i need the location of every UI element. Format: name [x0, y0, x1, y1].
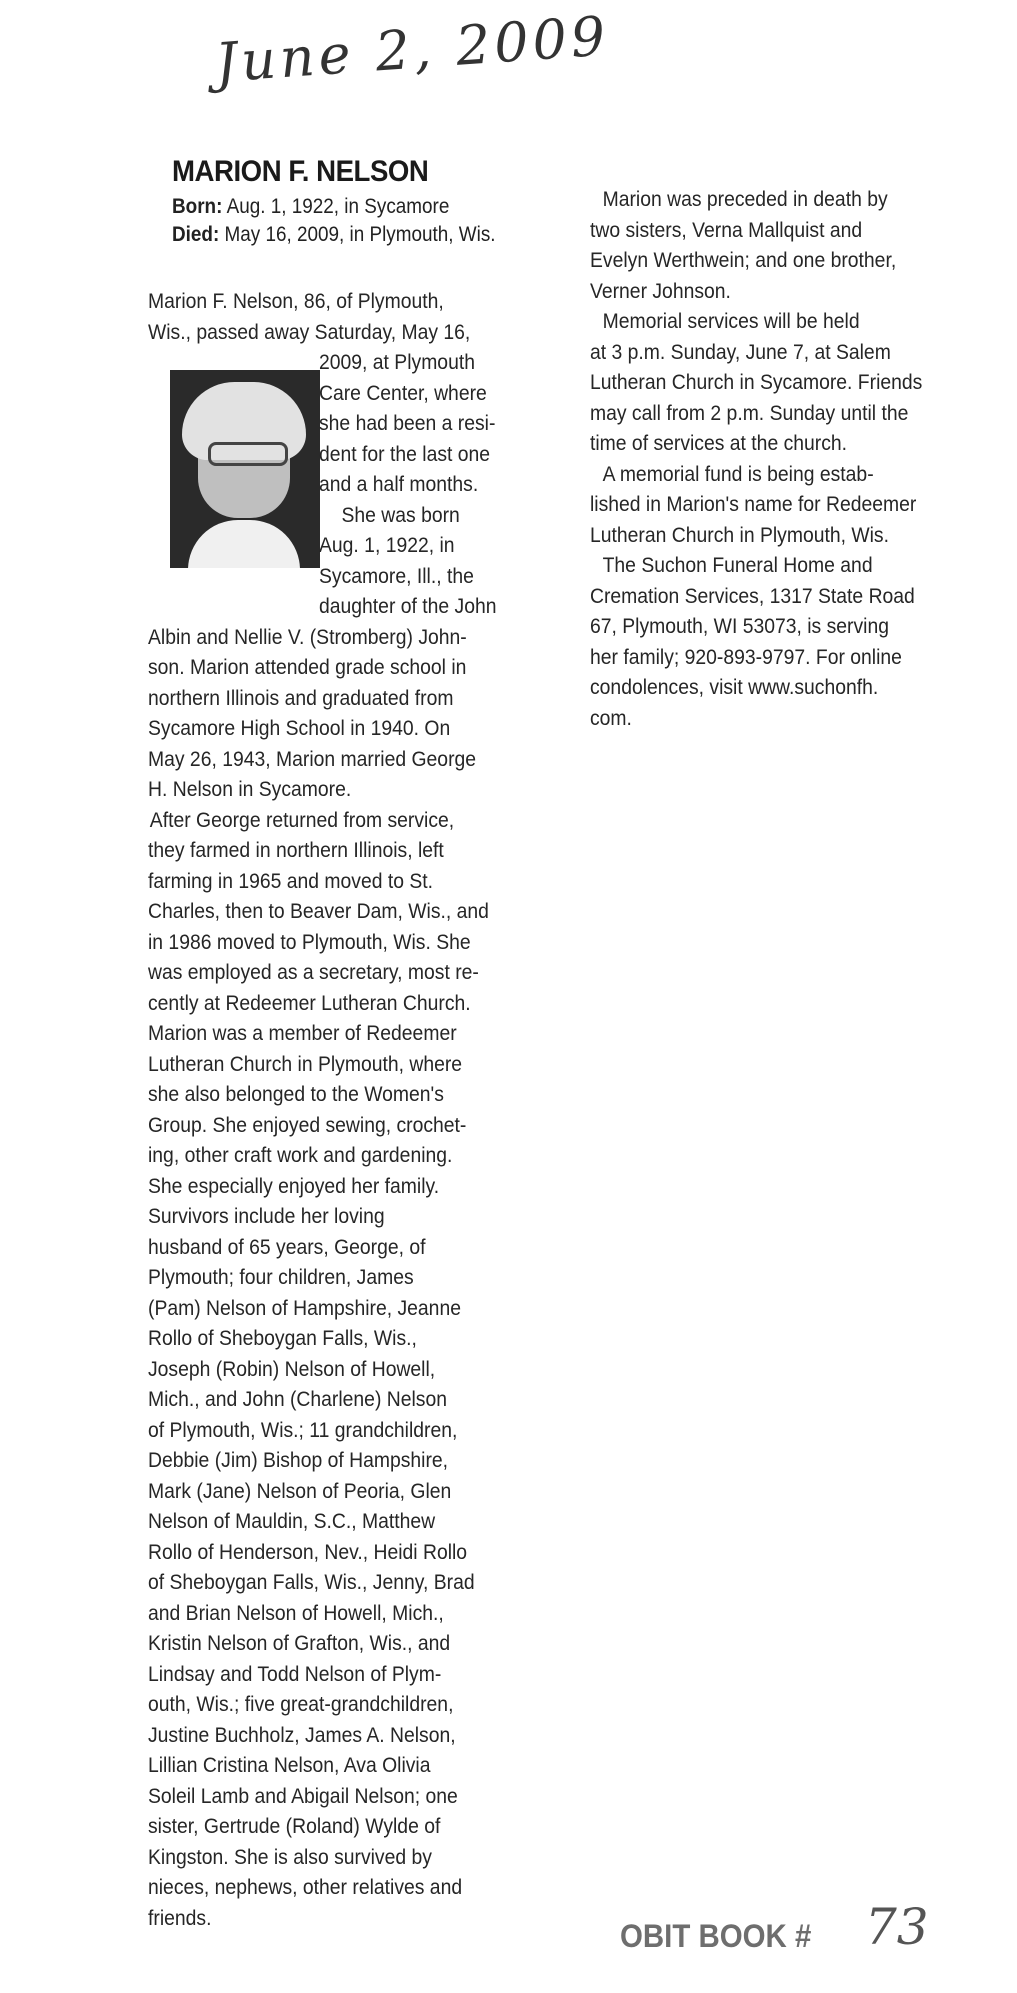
text-line: 2009, at Plymouth [319, 350, 475, 374]
text-line: Kingston. She is also survived by [148, 1844, 432, 1869]
text-line: may call from 2 p.m. Sunday until the [590, 400, 909, 425]
text-line: Rollo of Sheboygan Falls, Wis., [148, 1326, 417, 1350]
text-line: at 3 p.m. Sunday, June 7, at Salem [590, 339, 891, 364]
text-line: Lutheran Church in Sycamore. Friends [590, 370, 923, 394]
text-line: husband of 65 years, George, of [148, 1234, 426, 1259]
handwritten-date: June 2, 2009 [213, 4, 612, 95]
born-value: Aug. 1, 1922, in Sycamore [226, 195, 450, 218]
text-line: She especially enjoyed her family. [148, 1173, 440, 1198]
text-line: time of services at the church. [590, 431, 848, 455]
text-line: The Suchon Funeral Home and [602, 553, 873, 577]
text-line: she had been a resi- [319, 411, 496, 435]
text-line: Marion was preceded in death by [602, 187, 888, 211]
text-line: Group. She enjoyed sewing, crochet- [148, 1112, 467, 1137]
paragraph [590, 184, 1000, 306]
text-line: outh, Wis.; five great-grandchildren, [148, 1692, 454, 1716]
text-line: Debbie (Jim) Bishop of Hampshire, [148, 1448, 449, 1472]
text-line: her family; 920-893-9797. For online [590, 644, 902, 669]
text-line: Marion was a member of Redeemer [148, 1021, 457, 1045]
text-line: Mark (Jane) Nelson of Peoria, Glen [148, 1478, 452, 1503]
text-line: Lutheran Church in Plymouth, where [148, 1051, 463, 1076]
died-label: Died: [172, 223, 220, 246]
text-line: H. Nelson in Sycamore. [148, 777, 352, 801]
paragraph [590, 459, 1000, 551]
text-line: two sisters, Verna Mallquist and [590, 217, 863, 242]
text-line: Aug. 1, 1922, in [319, 533, 455, 557]
text-line: Justine Buchholz, James A. Nelson, [148, 1722, 456, 1747]
text-line: 67, Plymouth, WI 53073, is serving [590, 614, 889, 638]
text-line: ing, other craft work and gardening. [148, 1143, 453, 1167]
text-line: Rollo of Henderson, Nev., Heidi Rollo [148, 1539, 468, 1564]
text-line: After George returned from service, [149, 807, 455, 832]
text-line: she also belonged to the Women's [148, 1082, 444, 1106]
text-line: Albin and Nellie V. (Stromberg) John- [148, 624, 467, 649]
text-line: lished in Marion's name for Redeemer [590, 492, 917, 516]
text-line: Care Center, where [319, 380, 487, 405]
text-line: northern Illinois and graduated from [148, 685, 454, 710]
paragraph [148, 347, 568, 500]
text-line: She was born [341, 502, 460, 527]
text-line: Lindsay and Todd Nelson of Plym- [148, 1661, 442, 1686]
paragraph [148, 286, 568, 347]
text-line: (Pam) Nelson of Hampshire, Jeanne [148, 1295, 461, 1320]
text-line: dent for the last one [319, 441, 491, 466]
text-line: Marion F. Nelson, 86, of Plymouth, [148, 289, 444, 313]
text-line: com. [590, 705, 632, 730]
text-line: Lutheran Church in Plymouth, Wis. [590, 522, 889, 547]
text-line: Nelson of Mauldin, S.C., Matthew [148, 1509, 436, 1533]
died-line [172, 222, 496, 248]
text-line: and Brian Nelson of Howell, Mich., [148, 1600, 444, 1625]
text-line: Evelyn Werthwein; and one brother, [590, 248, 897, 272]
text-line: Sycamore, Ill., the [319, 563, 474, 588]
text-line: A memorial fund is being estab- [602, 461, 874, 486]
text-line: friends. [148, 1905, 212, 1930]
right-column [590, 184, 1000, 733]
text-line: cently at Redeemer Lutheran Church. [148, 990, 471, 1015]
paragraph [590, 306, 1000, 459]
text-line: Kristin Nelson of Grafton, Wis., and [148, 1631, 451, 1655]
text-line: Charles, then to Beaver Dam, Wis., and [148, 899, 489, 923]
text-line: nieces, nephews, other relatives and [148, 1875, 463, 1899]
text-line: Survivors include her loving [148, 1204, 385, 1228]
paragraph [148, 1201, 568, 1933]
text-line: Memorial services will be held [602, 309, 860, 333]
born-label: Born: [172, 195, 223, 218]
text-line: they farmed in northern Illinois, left [148, 838, 444, 862]
text-line: Joseph (Robin) Nelson of Howell, [148, 1356, 436, 1381]
paragraph [148, 805, 568, 1202]
text-line: of Sheboygan Falls, Wis., Jenny, Brad [148, 1570, 475, 1594]
text-line: in 1986 moved to Plymouth, Wis. She [148, 929, 471, 954]
text-line: Verner Johnson. [590, 278, 731, 303]
text-line: son. Marion attended grade school in [148, 655, 467, 679]
paragraph [148, 500, 568, 805]
text-line: Sycamore High School in 1940. On [148, 716, 451, 740]
text-line: and a half months. [319, 472, 479, 496]
text-line: May 26, 1943, Marion married George [148, 746, 477, 771]
text-line: Plymouth; four children, James [148, 1265, 414, 1289]
died-value: May 16, 2009, in Plymouth, Wis. [224, 223, 496, 246]
paragraph [590, 550, 1000, 733]
text-line: Wis., passed away Saturday, May 16, [148, 319, 471, 344]
born-line [172, 194, 449, 220]
obit-book-label: OBIT BOOK # [620, 1918, 812, 1954]
text-line: Lillian Cristina Nelson, Ava Olivia [148, 1753, 431, 1777]
text-line: daughter of the John [319, 594, 497, 618]
text-line: sister, Gertrude (Roland) Wylde of [148, 1814, 441, 1838]
text-line: Soleil Lamb and Abigail Nelson; one [148, 1783, 458, 1808]
text-line: was employed as a secretary, most re- [148, 960, 479, 984]
obit-book-number: 73 [865, 1898, 929, 1956]
text-line: of Plymouth, Wis.; 11 grandchildren, [148, 1417, 458, 1442]
text-line: Mich., and John (Charlene) Nelson [148, 1387, 448, 1411]
text-line: Cremation Services, 1317 State Road [590, 583, 915, 608]
left-column [148, 286, 568, 1933]
text-line: condolences, visit www.suchonfh. [590, 675, 879, 699]
obituary-name: MARION F. NELSON [172, 155, 429, 188]
text-line: farming in 1965 and moved to St. [148, 868, 434, 893]
